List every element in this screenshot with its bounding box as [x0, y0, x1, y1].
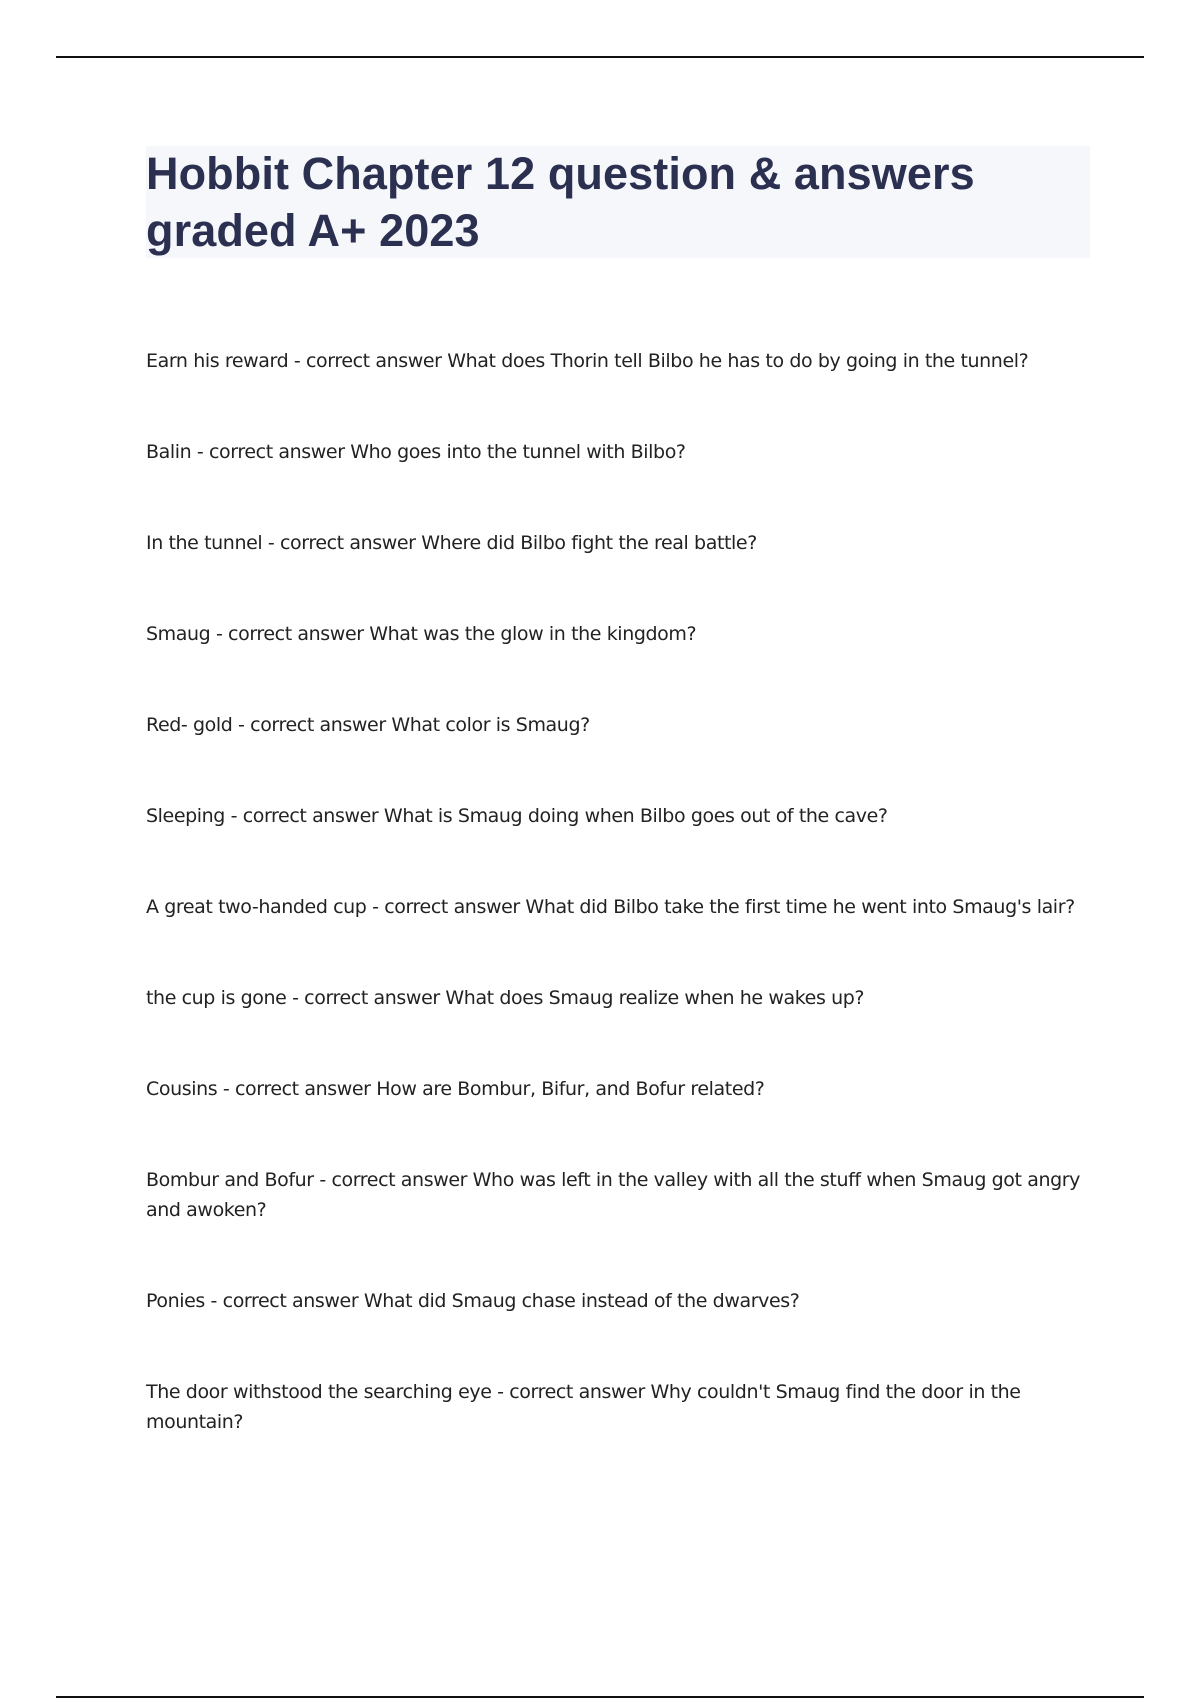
- qa-item-2: Balin - correct answer Who goes into the tunnel with Bilbo?: [146, 441, 686, 463]
- qa-item-7: A great two-handed cup - correct answer What did Bilbo take the first time he went into Smaug's lair?: [146, 896, 1075, 918]
- top-rule: [56, 56, 1144, 58]
- qa-item-10: Bombur and Bofur - correct answer Who was left in the valley with all the stuff when Smaug got angry and awoken?: [146, 1169, 1081, 1221]
- qa-item-3: In the tunnel - correct answer Where did Bilbo fight the real battle?: [146, 532, 757, 554]
- qa-item-1: Earn his reward - correct answer What does Thorin tell Bilbo he has to do by going in the tunnel?: [146, 350, 1029, 372]
- qa-item-6: Sleeping - correct answer What is Smaug doing when Bilbo goes out of the cave?: [146, 805, 888, 827]
- qa-item-8: the cup is gone - correct answer What does Smaug realize when he wakes up?: [146, 987, 865, 1009]
- qa-item-9: Cousins - correct answer How are Bombur, Bifur, and Bofur related?: [146, 1078, 765, 1100]
- document-title: Hobbit Chapter 12 question & answers graded A+ 2023: [146, 148, 975, 256]
- qa-item-5: Red- gold - correct answer What color is Smaug?: [146, 714, 590, 736]
- bottom-rule: [56, 1696, 1144, 1698]
- qa-item-11: Ponies - correct answer What did Smaug chase instead of the dwarves?: [146, 1290, 800, 1312]
- qa-item-12: The door withstood the searching eye - correct answer Why couldn't Smaug find the door in the mountain?: [146, 1381, 1021, 1433]
- qa-item-4: Smaug - correct answer What was the glow in the kingdom?: [146, 623, 697, 645]
